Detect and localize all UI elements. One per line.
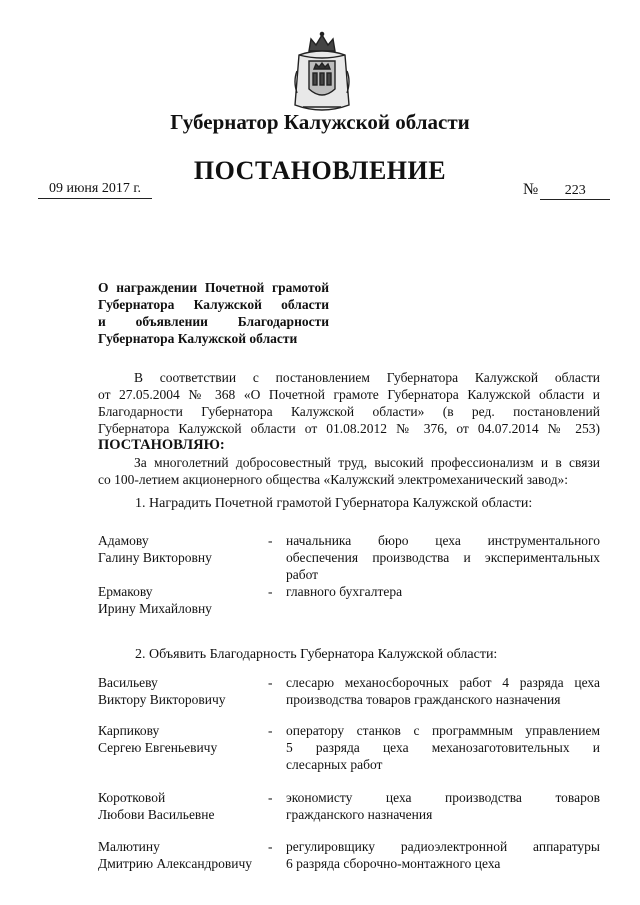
position-line: слесарю механосборочных работ 4 разряда цеха [286, 675, 600, 690]
dash: - [268, 675, 273, 690]
preamble-line: В соответствии с постановлением Губернатора Калужской области [134, 370, 600, 385]
recipient-position [286, 722, 600, 773]
given-names: Виктору Викторовичу [98, 692, 226, 707]
document-type: ПОСТАНОВЛЕНИЕ [193, 156, 447, 185]
given-names: Дмитрию Александровичу [98, 856, 253, 871]
document-number [523, 181, 610, 200]
reason-line: За многолетний добросовестный труд, высокий профессионализм и в связи [134, 455, 600, 470]
position-line: регулировщику радиоэлектронной аппаратуры [286, 839, 600, 854]
surname: Ермакову [98, 584, 153, 599]
recipient-name [98, 583, 268, 617]
preamble-line: Благодарности Губернатора Калужской области» (в ред. постановлений [98, 404, 600, 419]
number-value: 223 [540, 183, 610, 200]
dash: - [268, 723, 273, 738]
title-line: и объявлении Благодарности [98, 314, 329, 329]
position-line: слесарных работ [286, 757, 383, 772]
recipient-position [286, 532, 600, 583]
preamble [98, 369, 600, 488]
position-line: гражданского назначения [286, 807, 433, 822]
preamble-line: Губернатора Калужской области от 01.08.2012 № 376, от 04.07.2014 № 253) [98, 421, 600, 436]
coat-of-arms-icon [291, 31, 353, 115]
title-line: О награждении Почетной грамотой [98, 280, 329, 295]
title-line: Губернатора Калужской области [98, 331, 298, 346]
position-line: обеспечения производства и экспериментальных [286, 550, 600, 565]
given-names: Ирину Михайловну [98, 601, 212, 616]
recipient-name [98, 674, 268, 708]
position-line: главного бухгалтера [286, 584, 403, 599]
authority-title: Губернатор Калужской области [170, 110, 470, 134]
position-line: экономисту цеха производства товаров [286, 790, 600, 805]
given-names: Галину Викторовну [98, 550, 212, 565]
position-line: работ [286, 567, 319, 582]
given-names: Сергею Евгеньевичу [98, 740, 218, 755]
position-line: 6 разряда сборочно-монтажного цеха [286, 856, 501, 871]
position-line: оператору станков с программным управлением [286, 723, 600, 738]
surname: Васильеву [98, 675, 158, 690]
dash: - [268, 533, 273, 548]
section-2-heading: 2. Объявить Благодарность Губернатора Калужской области: [135, 647, 498, 662]
dash: - [268, 790, 273, 805]
recipient-name [98, 722, 268, 756]
surname: Адамову [98, 533, 149, 548]
reason-line: со 100-летием акционерного общества «Калужский электромеханический завод»: [98, 472, 569, 487]
section-1-heading: 1. Наградить Почетной грамотой Губернатора Калужской области: [135, 496, 533, 511]
recipient-position [286, 674, 600, 708]
given-names: Любови Васильевне [98, 807, 215, 822]
surname: Карпикову [98, 723, 160, 738]
recipient-position [286, 838, 600, 872]
position-line: 5 разряда цеха механозаготовительных и [286, 740, 600, 755]
title-line: Губернатора Калужской области [98, 297, 329, 312]
position-line: начальника бюро цеха инструментального [286, 533, 600, 548]
dash: - [268, 584, 273, 599]
document-title [98, 279, 329, 347]
surname: Коротковой [98, 790, 166, 805]
recipient-position [286, 789, 600, 823]
dash: - [268, 839, 273, 854]
recipient-name [98, 838, 268, 872]
recipient-name [98, 789, 268, 823]
recipient-name [98, 532, 268, 566]
number-label: № [523, 181, 539, 198]
decree-word: ПОСТАНОВЛЯЮ: [98, 437, 225, 453]
position-line: производства товаров гражданского назначения [286, 692, 561, 707]
surname: Малютину [98, 839, 160, 854]
document-date: 09 июня 2017 г. [38, 181, 152, 199]
preamble-line: от 27.05.2004 № 368 «О Почетной грамоте Губернатора Калужской области и [98, 387, 600, 402]
recipient-position [286, 583, 600, 600]
